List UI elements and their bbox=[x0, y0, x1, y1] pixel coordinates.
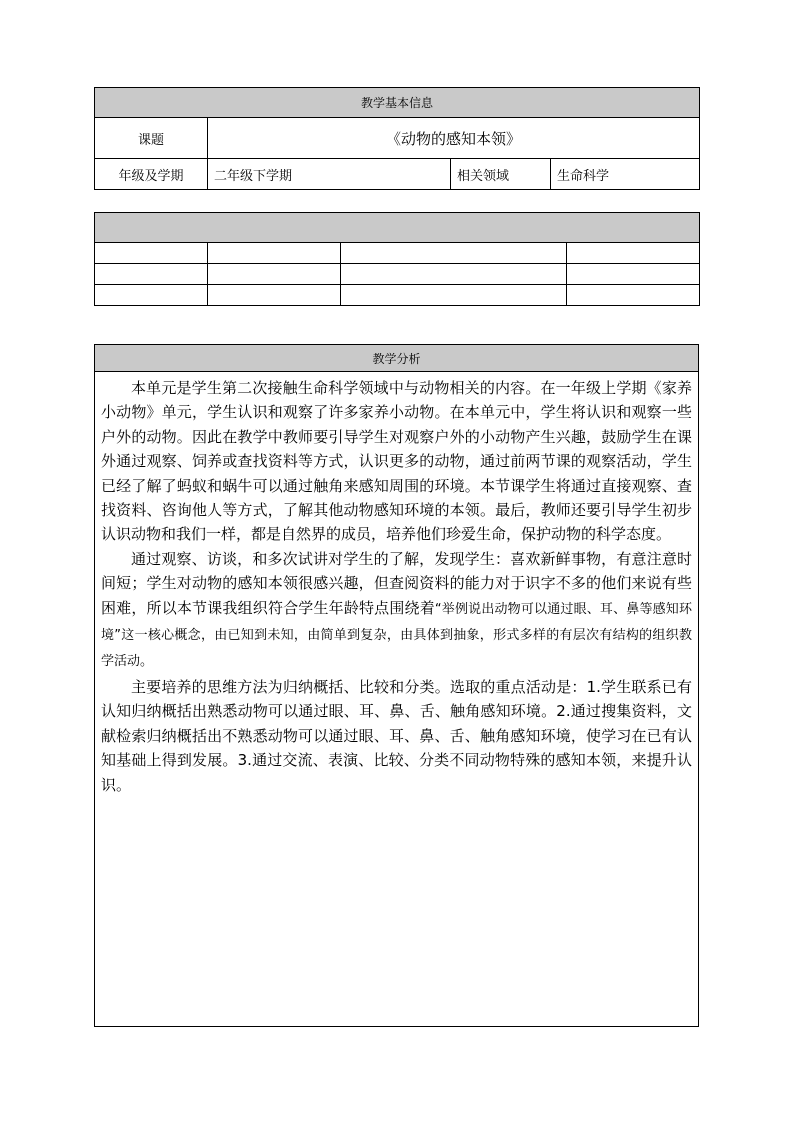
basic-info-header: 教学基本信息 bbox=[95, 88, 700, 118]
blank-cell bbox=[95, 243, 208, 264]
blank-cell bbox=[208, 285, 341, 306]
field-label: 相关领域 bbox=[451, 159, 551, 190]
blank-cell bbox=[567, 243, 700, 264]
blank-cell bbox=[341, 264, 567, 285]
blank-cell bbox=[208, 264, 341, 285]
basic-info-table bbox=[94, 87, 700, 190]
analysis-table bbox=[94, 344, 699, 1027]
analysis-header: 教学分析 bbox=[95, 345, 699, 372]
blank-table bbox=[94, 212, 700, 306]
analysis-paragraph-3: 主要培养的思维方法为归纳概括、比较和分类。选取的重点活动是：1.学生联系已有认知归纳概括出熟悉动物可以通过眼、耳、鼻、舌、触角感知环境。2.通过搜集资料，文献检索归纳概括出不熟悉动物可以通过眼、耳、鼻、舌、触角感知环境，使学习在已有认知基础上得到发展。3.通过交流、表演、比较、分类不同动物特殊的感知本领，来提升认识。 bbox=[101, 677, 692, 794]
grade-label: 年级及学期 bbox=[95, 159, 208, 190]
blank-table-header bbox=[95, 213, 700, 243]
analysis-paragraph-1: 本单元是学生第二次接触生命科学领域中与动物相关的内容。在一年级上学期《家养小动物》单元，学生认识和观察了许多家养小动物。在本单元中，学生将认识和观察一些户外的动物。因此在教学中教师要引导学生对观察户外的小动物产生兴趣，鼓励学生在课外通过观察、饲养或查找资料等方式，认识更多的动物，通过前两节课的观察活动，学生已经了解了蚂蚁和蜗牛可以通过触角来感知周围的环境。本节课学生将通过直接观察、查找资料、咨询他人等方式，了解其他动物感知环境的本领。最后，教师还要引导学生初步认识动物和我们一样，都是自然界的成员，培养他们珍爱生命，保护动物的科学态度。 bbox=[101, 379, 692, 544]
analysis-paragraph-2a: 通过观察、访谈，和多次试讲对学生的了解，发现学生：喜欢新鲜事物，有意注意时间短；学生对动物的感知本领很感兴趣，但查阅资料的能力对于识字不多的他们来说有些困难，所以本节课我组织符合学生年龄特点围绕着 bbox=[101, 549, 692, 617]
blank-cell bbox=[567, 264, 700, 285]
analysis-paragraph-2b: “举例说出动物可以通过眼、耳、鼻等感知环境”这一核心概念，由已知到未知，由简单到复杂，由具体到抽象，形式多样的有层次有结构的组织教学活动。 bbox=[101, 601, 692, 670]
blank-cell bbox=[95, 285, 208, 306]
blank-cell bbox=[341, 285, 567, 306]
analysis-paragraph-2 bbox=[101, 547, 692, 675]
grade-value: 二年级下学期 bbox=[208, 159, 451, 190]
blank-cell bbox=[95, 264, 208, 285]
field-value: 生命科学 bbox=[551, 159, 700, 190]
blank-cell bbox=[567, 285, 700, 306]
topic-value: 《动物的感知本领》 bbox=[208, 118, 700, 159]
topic-label: 课题 bbox=[95, 118, 208, 159]
analysis-body bbox=[95, 372, 699, 1027]
blank-cell bbox=[341, 243, 567, 264]
blank-cell bbox=[208, 243, 341, 264]
